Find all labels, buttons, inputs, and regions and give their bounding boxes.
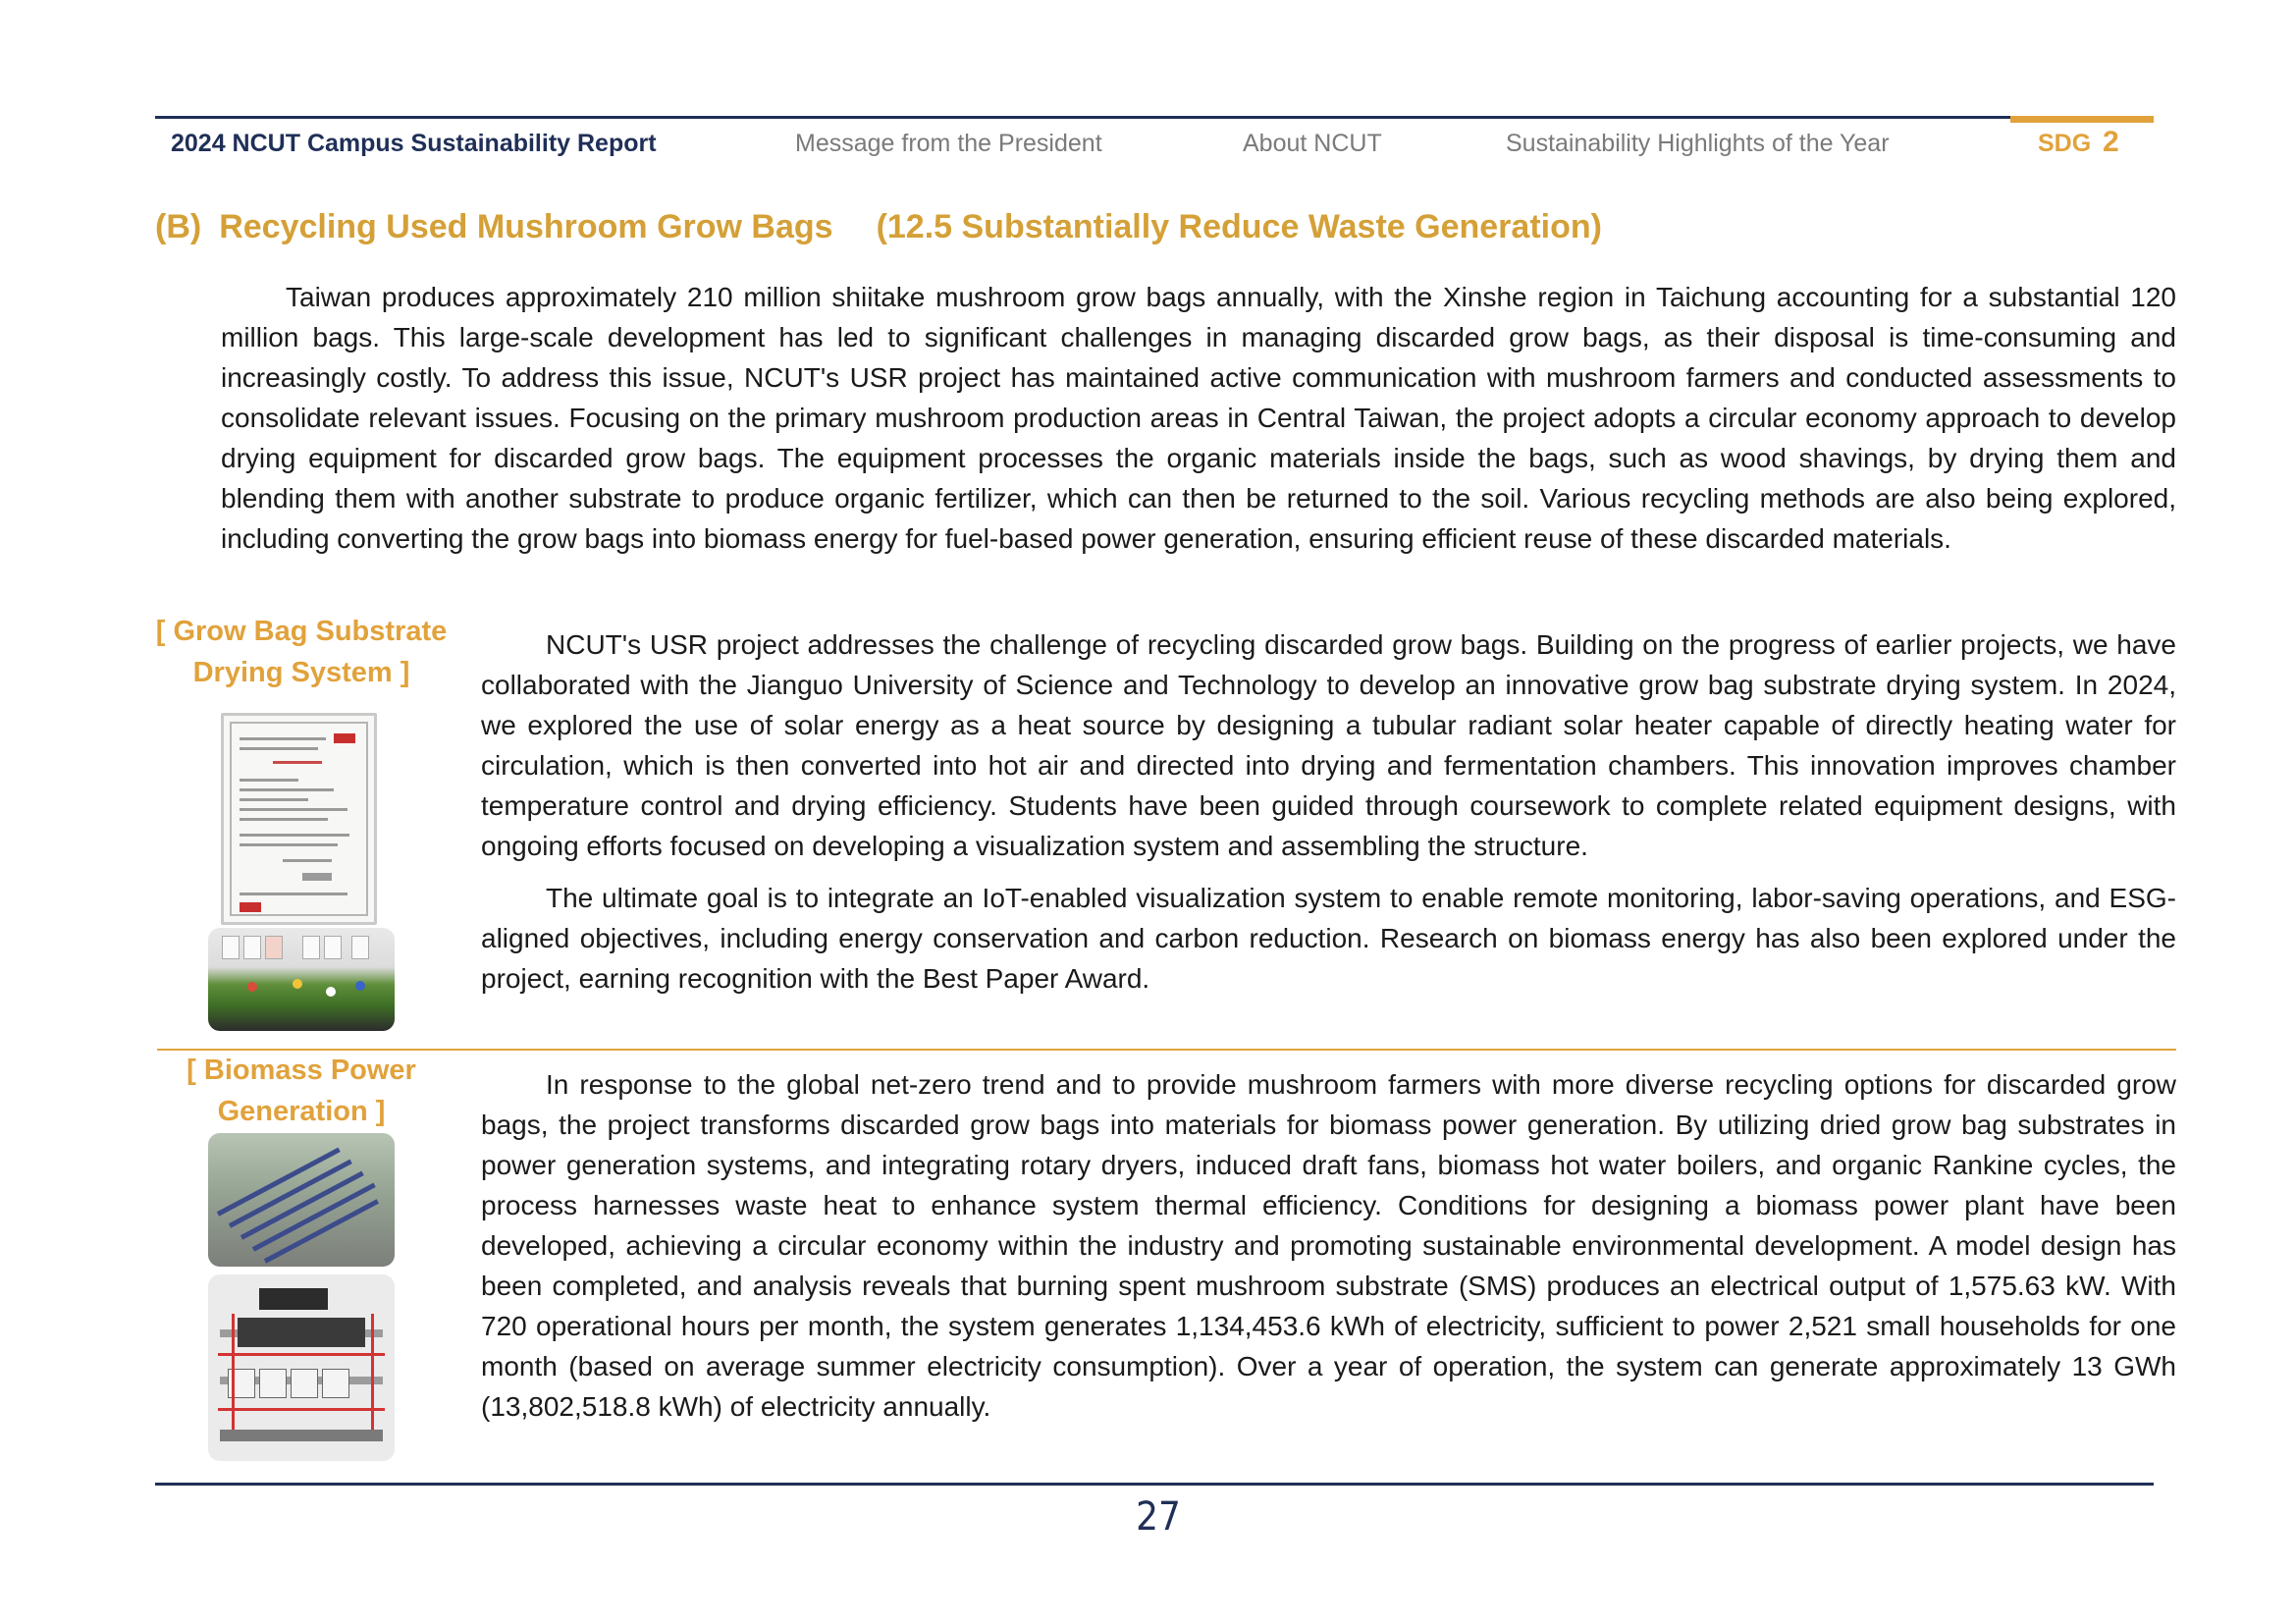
biomass-power-label bbox=[149, 1050, 454, 1132]
footer-rule bbox=[155, 1483, 2154, 1486]
intro-block bbox=[221, 277, 2176, 559]
nav-message-from-president[interactable]: Message from the President bbox=[795, 130, 1102, 157]
drying-system-paragraph-2: The ultimate goal is to integrate an IoT-enabled visualization system to enable remote monitoring, labor-saving operations, and ESG-aligned objectives, including energy conservation and carbon reduction. Research on biomass energy has also been explored under the project, earning recognition with the Best Paper Award. bbox=[481, 883, 2176, 994]
nav-sustainability-highlights[interactable]: Sustainability Highlights of the Year bbox=[1506, 130, 1890, 157]
section-divider bbox=[157, 1049, 2176, 1051]
section-target: (12.5 Substantially Reduce Waste Generation) bbox=[876, 208, 1602, 245]
section-heading bbox=[155, 208, 1602, 246]
biomass-power-label-line2: Generation ] bbox=[217, 1096, 386, 1127]
sdg-label: SDG bbox=[2038, 130, 2092, 157]
header-rule bbox=[155, 116, 2010, 119]
intro-paragraph: Taiwan produces approximately 210 million shiitake mushroom grow bags annually, with the Xinshe region in Taichung accounting for a substantial 120 million bags. This large-scale development has led to significant challenges in managing discarded grow bags, as their disposal is time-consuming and increasingly costly. To address this issue, NCUT's USR project has maintained active communication with mushroom farmers and conducted assessments to consolidate relevant issues. Focusing on the primary mushroom production areas in Central Taiwan, the project adopts a circular economy approach to develop drying equipment for discarded grow bags. The equipment processes the organic materials inside the bags, such as wood shavings, by drying them and blending them with another substrate to produce organic fertilizer, which can then be returned to the soil. Various recycling methods are also being explored, including converting the grow bags into biomass energy for fuel-based power generation, ensuring efficient reuse of these discarded materials. bbox=[221, 282, 2176, 554]
biomass-power-paragraph: In response to the global net-zero trend and to provide mushroom farmers with more diverse recycling options for discarded grow bags, the project transforms discarded grow bags into materials for biomass power generation. By utilizing dried grow bag substrates in power generation systems, and integrating rotary dryers, induced draft fans, biomass hot water boilers, and organic Rankine cycles, the process harnesses waste heat to enhance system thermal efficiency. Conditions for designing a biomass power plant have been developed, achieving a circular economy within the industry and promoting sustainable environmental development. A model design has been completed, and analysis reveals that burning spent mushroom substrate (SMS) produces an electrical output of 1,575.63 kW. With 720 operational hours per month, the system generates 1,134,453.6 kWh of electricity, sufficient to power 2,521 small households for one month (based on average summer electricity consumption). Over a year of operation, the system can generate approximately 13 GWh (13,802,518.8 kWh) of electricity annually. bbox=[481, 1069, 2176, 1422]
header-accent-bar bbox=[2010, 116, 2154, 123]
page-header bbox=[155, 116, 2154, 171]
drying-system-label bbox=[149, 611, 454, 693]
section-letter: (B) bbox=[155, 208, 202, 245]
drying-system-paragraph-1: NCUT's USR project addresses the challenge of recycling discarded grow bags. Building on the progress of earlier projects, we have collaborated with the Jianguo University of Science and Technology to develop an innovative grow bag substrate drying system. In 2024, we explored the use of solar energy as a heat source by designing a tubular radiant solar heater capable of directly heating water for circulation, which is then converted into hot air and directed into drying and fermentation chambers. This innovation improves chamber temperature control and drying efficiency. Students have been guided through coursework to complete related equipment designs, with ongoing efforts focused on developing a visualization system and assembling the structure. bbox=[481, 629, 2176, 861]
control-panel-photo bbox=[208, 1274, 395, 1461]
biomass-power-content bbox=[481, 1064, 2176, 1427]
solar-heater-photo bbox=[208, 1133, 395, 1267]
section-title: Recycling Used Mushroom Grow Bags bbox=[219, 208, 833, 245]
sdg-number: 2 bbox=[2103, 126, 2119, 158]
drying-system-label-line2: Drying System ] bbox=[192, 657, 410, 688]
page-number: 27 bbox=[1136, 1494, 1181, 1540]
drying-system-model-photo bbox=[208, 928, 395, 1031]
best-paper-award-certificate-image bbox=[221, 713, 377, 925]
biomass-power-label-line1: [ Biomass Power bbox=[187, 1055, 416, 1086]
drying-system-content bbox=[481, 624, 2176, 999]
report-title: 2024 NCUT Campus Sustainability Report bbox=[171, 130, 657, 157]
drying-system-label-line1: [ Grow Bag Substrate bbox=[155, 616, 448, 647]
nav-about-ncut[interactable]: About NCUT bbox=[1243, 130, 1382, 157]
